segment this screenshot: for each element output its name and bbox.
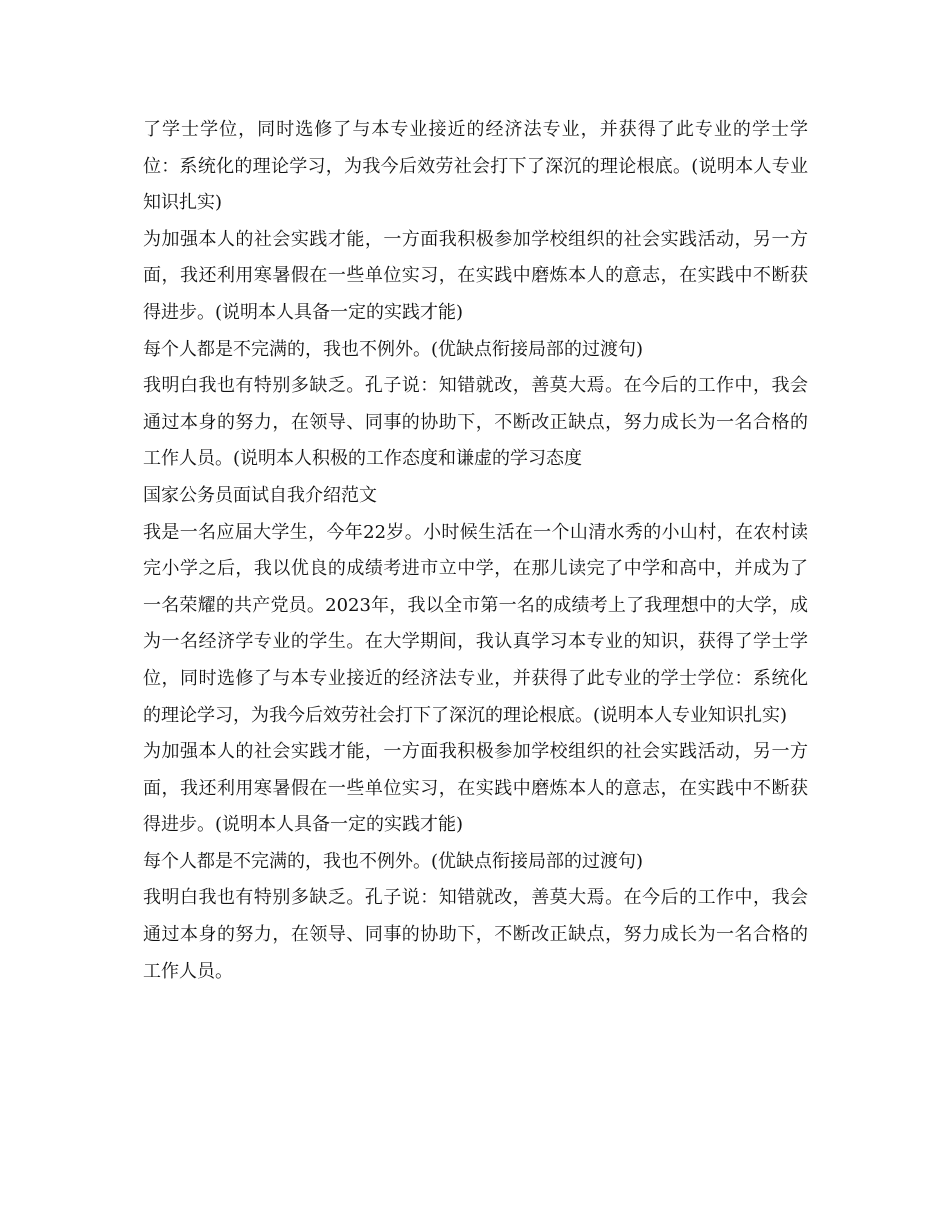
section-heading: 国家公务员面试自我介绍范文 (143, 484, 377, 506)
paragraph-1: 了学士学位，同时选修了与本专业接近的经济法专业，并获得了此专业的学士学位：系统化的理论学习，为我今后效劳社会打下了深沉的理论根底。(说明本人专业知识扎实) (143, 119, 808, 214)
paragraph-4: 我明白我也有特别多缺乏。孔子说：知错就改，善莫大焉。在今后的工作中，我会通过本身的努力，在领导、同事的协助下，不断改正缺点，努力成长为一名合格的工作人员。(说明本人积极的工作态度和谦虚的学习态度 (143, 375, 808, 470)
paragraph-2: 为加强本人的社会实践才能，一方面我积极参加学校组织的社会实践活动，另一方面，我还利用寒暑假在一些单位实习，在实践中磨炼本人的意志，在实践中不断获得进步。(说明本人具备一定的实践才能) (143, 228, 808, 323)
paragraph-7: 为加强本人的社会实践才能，一方面我积极参加学校组织的社会实践活动，另一方面，我还利用寒暑假在一些单位实习，在实践中磨炼本人的意志，在实践中不断获得进步。(说明本人具备一定的实践才能) (143, 741, 808, 836)
paragraph-9: 我明白我也有特别多缺乏。孔子说：知错就改，善莫大焉。在今后的工作中，我会通过本身的努力，在领导、同事的协助下，不断改正缺点，努力成长为一名合格的工作人员。 (143, 887, 808, 982)
paragraph-8: 每个人都是不完满的，我也不例外。(优缺点衔接局部的过渡句) (143, 850, 644, 872)
paragraph-6: 我是一名应届大学生，今年22岁。小时候生活在一个山清水秀的小山村，在农村读完小学之后，我以优良的成绩考进市立中学，在那儿读完了中学和高中，并成为了一名荣耀的共产党员。2023年，我以全市第一名的成绩考上了我理想中的大学，成为一名经济学专业的学生。在大学期间，我认真学习本专业的知识，获得了学士学位，同时选修了与本专业接近的经济法专业，并获得了此专业的学士学位：系统化的理论学习，为我今后效劳社会打下了深沉的理论根底。(说明本人专业知识扎实) (143, 521, 808, 726)
paragraph-3: 每个人都是不完满的，我也不例外。(优缺点衔接局部的过渡句) (143, 338, 644, 360)
document-body (143, 112, 808, 990)
